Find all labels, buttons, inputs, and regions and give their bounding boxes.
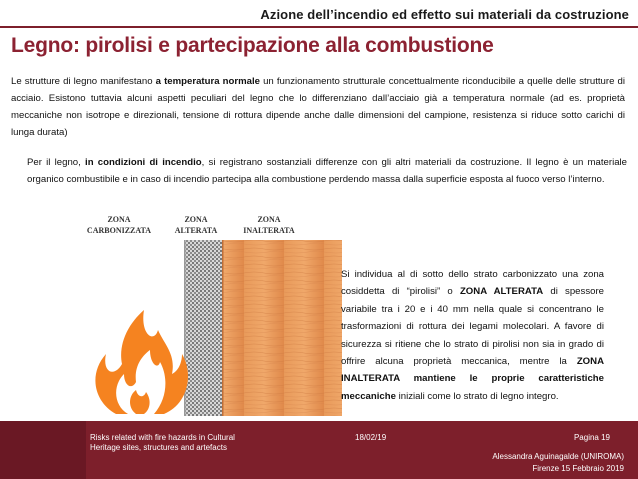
label-altered-line1: ZONA: [184, 215, 208, 224]
intro-paragraph: [11, 73, 625, 141]
footer-course-line2: Heritage sites, structures and artefacts: [90, 443, 227, 452]
zones-paragraph: [341, 266, 604, 405]
unaltered-zone-edge: [222, 240, 224, 416]
header-title: Azione dell’incendio ed effetto sui materiali da costruzione: [260, 7, 629, 22]
label-altered-line2: ALTERATA: [174, 226, 218, 235]
zones-text-1: Si individua al di sotto dello strato carbonizzato una zona cosiddetta di “pirolisi” o: [341, 269, 604, 298]
label-carbonized-line2: CARBONIZZATA: [86, 226, 152, 235]
label-carbonized-line1: ZONA: [107, 215, 131, 224]
zones-text-2: di spessore variabile tra i 20 e i 40 mm nella quale si concentrano le trasformazioni di rottura dei legami molecolari. A favore di sicurezza si ritiene che lo strato di pirolisi non sia in grado di offrire alcuna proprietà meccanica, mentre la: [341, 286, 604, 368]
fire-text-2: , si registrano sostanziali differenze con gli altri materiali da costruzione. Il legno è un materiale organico combustibile e in caso di incendio partecipa alla combustione perdendo massa dalla superficie esposta al fuoco verso l’interno.: [27, 157, 628, 185]
zones-bold-unaltered: ZONA INALTERATA mantiene le proprie caratteristiche meccaniche: [341, 356, 604, 402]
wood-zones-figure: [84, 214, 342, 420]
fire-icon: [95, 310, 188, 414]
intro-text-1: Le strutture di legno manifestano: [11, 76, 156, 87]
fire-text-1: Per il legno,: [27, 157, 86, 168]
label-unaltered-line2: INALTERATA: [243, 226, 295, 235]
zones-bold-altered: ZONA ALTERATA: [459, 286, 544, 298]
zones-text-3: iniziali come lo strato di legno integro.: [395, 390, 559, 402]
fire-paragraph: [27, 154, 627, 188]
footer-event: Firenze 15 Febbraio 2019: [532, 464, 624, 473]
wood-zones-drawing: [84, 214, 342, 420]
altered-zone: [184, 240, 222, 416]
footer-author: Alessandra Aguinagalde (UNIROMA): [492, 452, 624, 461]
footer-page: Pagina 19: [573, 433, 610, 442]
label-unaltered-line1: ZONA: [257, 215, 281, 224]
unaltered-zone: [222, 240, 342, 416]
fire-bold: in condizioni di incendio: [85, 157, 202, 168]
intro-text-2: un funzionamento strutturale concettualmente riconducibile a quelle delle strutture di acciaio. Esistono tuttavia alcuni aspetti peculiari del legno che lo differenziano dall’acciaio già a temperatura normale (ad es. proprietà meccaniche non isotrope e direzionali, tensione di rottura dipende anche dalle dimensioni del campione, resistenza si riduce sotto carichi di lunga durata): [11, 76, 625, 138]
slide-title: Legno: pirolisi e partecipazione alla combustione: [11, 34, 494, 57]
intro-bold: a temperatura normale: [155, 76, 260, 87]
footer-course-line1: Risks related with fire hazards in Cultural: [90, 433, 235, 442]
footer-date: 18/02/19: [355, 433, 387, 442]
header-rule: [0, 26, 638, 28]
footer-course: [90, 433, 310, 453]
footer-left-block: [0, 421, 86, 479]
